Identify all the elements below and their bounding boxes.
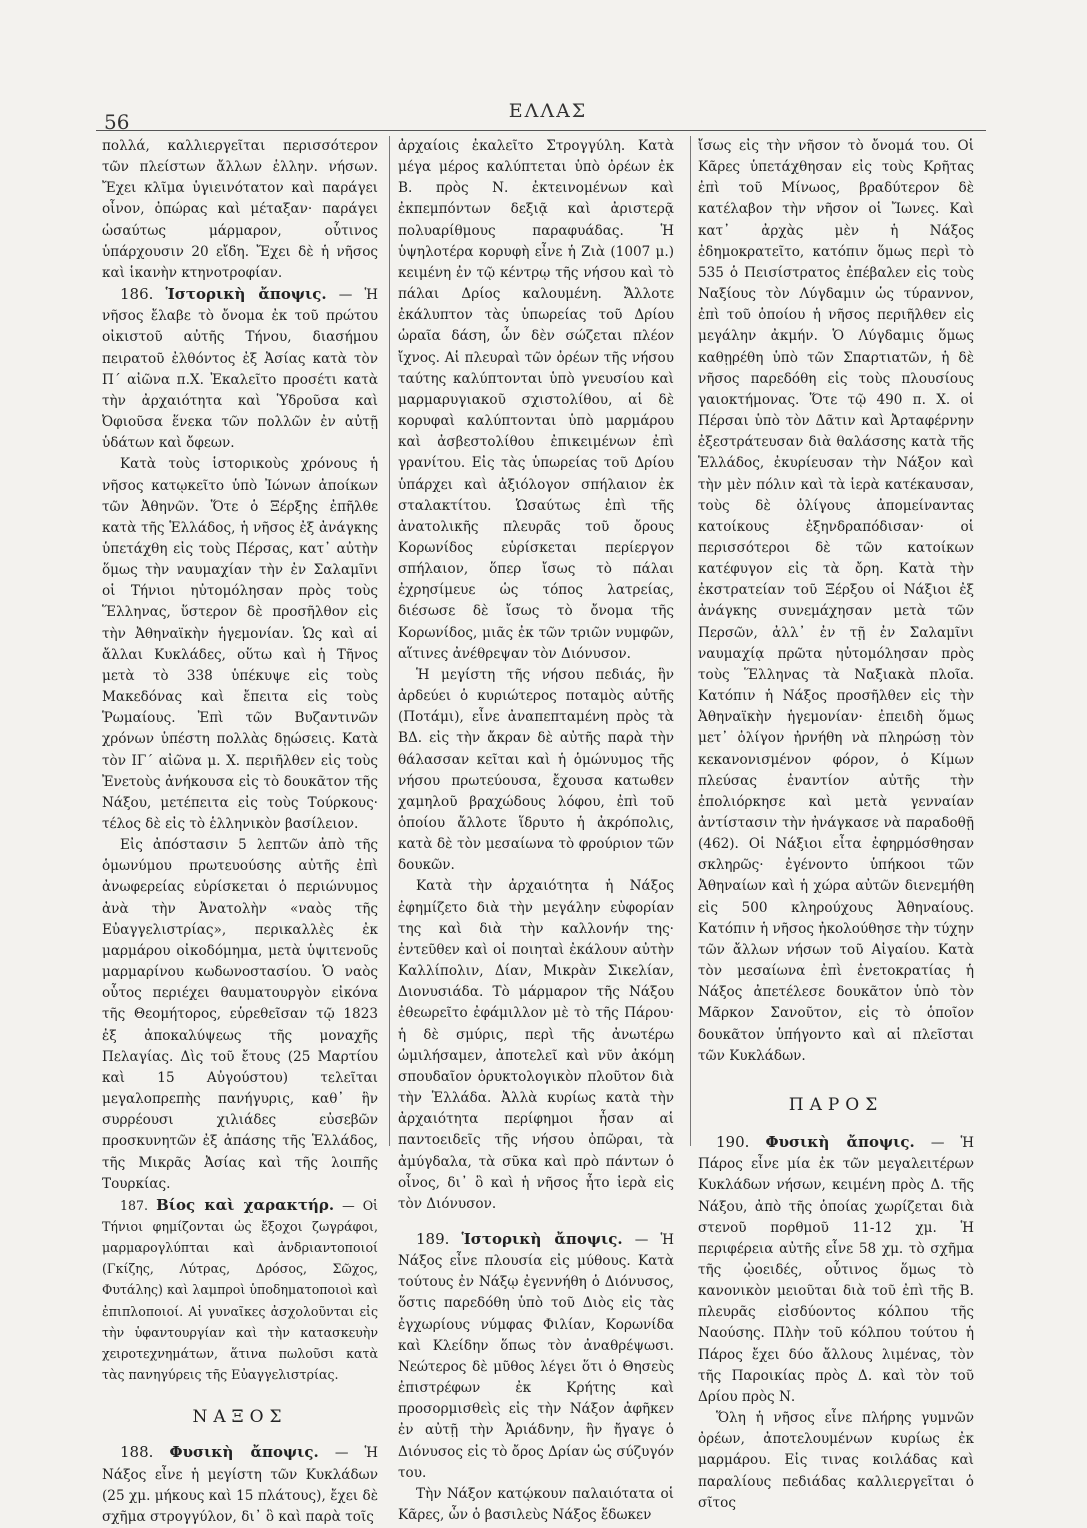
paragraph: ἀρχαίοις ἐκαλεῖτο Στρογγύλη. Κατὰ μέγα μέρος καλύπτεται ὑπὸ ὀρέων ἐκ Β. πρὸς Ν. ἐκτεινομένων καὶ ἐκπεμπόντων δεξιᾷ καὶ ἀριστερᾷ πολυαρίθμους παραφυάδας. Ἡ ὑψηλοτέρα κορυφὴ εἶνε ἡ Ζιὰ (1007 μ.) κειμένη ἐν τῷ κέντρῳ τῆς νήσου καὶ τὸ πάλαι Δρίος καλουμένη. Ἄλλοτε ἐκάλυπτον τὰς ὑπωρείας τοῦ Δρίου ὡραῖα δάση, ὧν δὲν σώζεται πλέον ἴχνος. Αἱ πλευραὶ τῶν ὀρέων τῆς νήσου ταύτης καλύπτονται ὑπὸ γνευσίου καὶ μαρμαρυγιακοῦ σχιστολίθου, αἱ δὲ κορυφαὶ καλύπτονται ὑπὸ μαρμάρου καὶ ἀσβεστολίθου ἐπικειμένων ἐπὶ γρανίτου. Εἰς τὰς ὑπωρείας τοῦ Δρίου ὑπάρχει καὶ ἀξιόλογον σπήλαιον ἐκ σταλακτίτου. Ὡσαύτως ἐπὶ τῆς ἀνατολικῆς πλευρᾶς τοῦ ὄρους Κορωνίδος εὑρίσκεται περίεργον σπήλαιον, ὅπερ ἴσως τὸ πάλαι ἐχρησίμευε ὡς τόπος λατρείας, διέσωσε δὲ ἴσως τὸ ὄνομα τῆς Κορωνίδος, μιᾶς ἐκ τῶν τριῶν νυμφῶν, αἵτινες ἀνέθρεψαν τὸν Διόνυσον.: [398, 138, 674, 662]
section-number: 190.: [716, 1133, 750, 1152]
section-text: — Ἡ Πάρος εἶνε μία ἐκ τῶν μεγαλειτέρων Κυκλάδων νήσων, κειμένη πρὸς Δ. τῆς Νάξου, ἀπὸ τῆς ὁποίας χωρίζεται διὰ στενοῦ πορθμοῦ 11-12 χμ. Ἡ περιφέρεια αὐτῆς εἶνε 58 χμ. τὸ σχῆμα τῆς ᾠοειδές, οὗτινος ὅμως τὸ κανονικὸν μειοῦται διὰ τοῦ ἐπὶ τῆς Β. πλευρᾶς εἰσδύοντος κόλπου τῆς Ναούσης. Πλὴν τοῦ κόλπου τούτου ἡ Πάρος ἔχει δύο ἄλλους λιμένας, τὸν τῆς Παροικίας πρὸς Δ. καὶ τὸν τοῦ Δρίου πρὸς Ν.: [698, 1135, 975, 1405]
paragraph: Τὴν Νάξον κατῴκουν παλαιότατα οἱ Κᾶρες, ὧν ὁ βασιλεὺς Νάξος ἔδωκεν: [398, 1485, 674, 1523]
section-text: — Ἡ νῆσος ἔλαβε τὸ ὄνομα ἐκ τοῦ πρώτου οἰκιστοῦ αὐτῆς Τήνου, διασήμου πειρατοῦ ἐλθόντος ἐξ Ἀσίας κατὰ τὸν Π΄ αἰῶνα π.Χ. Ἐκαλεῖτο προσέτι κατὰ τὴν ἀρχαιότητα καὶ Ὑδροῦσα καὶ Ὀφιοῦσα ἕνεκα τῶν πολλῶν ἐν αὐτῇ ὑδάτων καὶ ὄφεων.: [102, 287, 378, 452]
text-column-1: [102, 136, 379, 1525]
section-190: [698, 1132, 974, 1408]
paragraph: Κατὰ τοὺς ἱστορικοὺς χρόνους ἡ νῆσος κατῳκεῖτο ὑπὸ Ἰώνων ἀποίκων τῶν Ἀθηνῶν. Ὅτε ὁ Ξέρξης ἐπῆλθε κατὰ τῆς Ἑλλάδος, ἡ νῆσος ἐξ ἀνάγκης ὑπετάχθη εἰς τοὺς Πέρσας, κατ᾽ αὐτὴν ὅμως τὴν ναυμαχίαν τὴν ἐν Σαλαμῖνι οἱ Τήνιοι ηὐτομόλησαν πρὸς τοὺς Ἕλληνας, ὕστερον δὲ προσῆλθον εἰς τὴν Ἀθηναϊκὴν ἡγεμονίαν. Ὡς καὶ αἱ ἄλλαι Κυκλάδες, οὕτω καὶ ἡ Τῆνος μετὰ τὸ 338 ὑπέκυψε εἰς τοὺς Μακεδόνας καὶ ἔπειτα εἰς τοὺς Ῥωμαίους. Ἐπὶ τῶν Βυζαντινῶν χρόνων ὑπέστη πολλὰς δῃώσεις. Κατὰ τὸν ΙΓ΄ αἰῶνα μ. Χ. περιῆλθεν εἰς τοὺς Ἐνετοὺς ἀνήκουσα εἰς τὸ δουκᾶτον τῆς Νάξου, μετέπειτα εἰς τοὺς Τούρκους· τέλος δὲ εἰς τὸ ἑλληνικὸν βασίλειον.: [102, 456, 378, 832]
section-186: [102, 284, 378, 454]
column-divider: [389, 136, 390, 1146]
text-column-3: [698, 136, 975, 1511]
section-heading: Ἱστορικὴ ἄποψις.: [461, 1229, 623, 1248]
section-189: [398, 1229, 674, 1484]
header-rule: [96, 130, 986, 131]
section-number: 188.: [120, 1443, 154, 1462]
section-heading: Φυσικὴ ἄποψις.: [765, 1133, 915, 1152]
running-title: ΕΛΛΑΣ: [508, 100, 588, 122]
paragraph: Ἡ μεγίστη τῆς νήσου πεδιάς, ἣν ἀρδεύει ὁ κυριώτερος ποταμὸς αὐτῆς (Ποτάμι), εἶνε ἀναπεπταμένη πρὸς τὰ ΒΔ. εἰς τὴν ἄκραν δὲ αὐτῆς παρὰ τὴν θάλασσαν κεῖται καὶ ἡ ὁμώνυμος τῆς νήσου πρωτεύουσα, ἔχουσα κατωθεν χαμηλοῦ βραχώδους λόφου, ἐπὶ τοῦ ὁποίου ἄλλοτε ἵδρυτο ἡ ἀκρόπολις, κατὰ δὲ τὸν μεσαίωνα τὸ φρούριον τῶν δουκῶν.: [398, 666, 674, 874]
paragraph: Εἰς ἀπόστασιν 5 λεπτῶν ἀπὸ τῆς ὁμωνύμου πρωτευούσης αὐτῆς ἐπὶ ἀνωφερείας εὑρίσκεται ὁ περιώνυμος ἀνὰ τὴν Ἀνατολὴν «ναὸς τῆς Εὐαγγελιστρίας», περικαλλὲς ἐκ μαρμάρου οἰκοδόμημα, μετὰ ὑψιτενοῦς μαρμαρίνου κωδωνοστασίου. Ὁ ναὸς οὗτος περιέχει θαυματουργὸν εἰκόνα τῆς Θεομήτορος, εὑρεθεῖσαν τῷ 1823 ἐξ ἀποκαλύψεως τῆς μοναχῆς Πελαγίας. Δὶς τοῦ ἔτους (25 Μαρτίου καὶ 15 Αὐγούστου) τελεῖται μεγαλοπρεπὴς πανήγυρις, καθ᾽ ἣν συρρέουσι χιλιάδες εὐσεβῶν προσκυνητῶν ἐξ ἁπάσης τῆς Ἑλλάδος, τῆς Μικρᾶς Ἀσίας καὶ τῆς λοιπῆς Τουρκίας.: [102, 837, 378, 1192]
section-187: [102, 1195, 378, 1385]
paragraph: ἴσως εἰς τὴν νῆσον τὸ ὄνομά του. Οἱ Κᾶρες ὑπετάχθησαν εἰς τοὺς Κρῆτας ἐπὶ τοῦ Μίνωος, βραδύτερον δὲ κατέλαβον τὴν νῆσον οἱ Ἴωνες. Καὶ κατ᾽ ἀρχὰς μὲν ἡ Νάξος ἐδημοκρατεῖτο, κατόπιν ὅμως περὶ τὸ 535 ὁ Πεισίστρατος ἐπέβαλεν εἰς τοὺς Ναξίους τὸν Λύγδαμιν ὡς τύραννον, ἐπὶ τοῦ ὁποίου ἡ νῆσος περιῆλθεν εἰς μεγάλην ἀκμήν. Ὁ Λύγδαμις ὅμως καθῃρέθη ὑπὸ τῶν Σπαρτιατῶν, ἡ δὲ νῆσος παρεδόθη εἰς τοὺς πλουσίους γαιοκτήμονας. Ὅτε τῷ 490 π. Χ. οἱ Πέρσαι ὑπὸ τὸν Δᾶτιν καὶ Ἀρταφέρνην ἐξεστράτευσαν διὰ θαλάσσης κατὰ τῆς Ἑλλάδος, ἐκυρίευσαν τὴν Νάξον καὶ τὴν μὲν πόλιν καὶ τὰ ἱερὰ κατέκαυσαν, τοὺς δὲ ὀλίγους ἀπομείναντας κατοίκους ἐξηνδραπόδισαν· οἱ περισσότεροι δὲ τῶν κατοίκων κατέφυγον εἰς τὰ ὄρη. Κατὰ τὴν ἐκστρατείαν τοῦ Ξέρξου οἱ Νάξιοι ἐξ ἀνάγκης συνεμάχησαν μετὰ τῶν Περσῶν, ἀλλ᾽ ἐν τῇ ἐν Σαλαμῖνι ναυμαχίᾳ πρῶτα ηὐτομόλησαν πρὸς τοὺς Ἕλληνας τὰ Ναξιακὰ πλοῖα. Κατόπιν ἡ Νάξος προσῆλθεν εἰς τὴν Ἀθηναϊκὴν ἡγεμονίαν· ἐπειδὴ ὅμως μετ᾽ ὀλίγον ἠρνήθη νὰ πληρώσῃ τὸν κεκανονισμένον φόρον, ὁ Κίμων πλεύσας ἐναντίον αὐτῆς τὴν ἐπολιόρκησε καὶ μετὰ γενναίαν ἀντίστασιν τὴν ἠνάγκασε νὰ παραδοθῇ (462). Οἱ Νάξιοι εἶτα ἐφηρμόσθησαν σκληρῶς· ἐγένοντο ὑπήκοοι τῶν Ἀθηναίων καὶ ἡ χώρα αὐτῶν διενεμήθη εἰς 500 κληρούχους Ἀθηναίους. Κατόπιν ἡ νῆσος ἠκολούθησε τὴν τύχην τῶν ἄλλων νήσων τοῦ Αἰγαίου. Κατὰ τὸν μεσαίωνα ἐπὶ ἐνετοκρατίας ἡ Νάξος ἀπετέλεσε δουκᾶτον ὑπὸ τὸν Μᾶρκον Σανοῦτον, εἰς τὸ ὁποῖον δουκᾶτον ὑπήγοντο καὶ αἱ πλεῖσται τῶν Κυκλάδων.: [698, 138, 974, 1064]
section-heading: Βίος καὶ χαρακτήρ.: [156, 1195, 335, 1214]
section-number: 189.: [416, 1229, 450, 1248]
page-number: 56: [104, 110, 130, 134]
section-number: 187.: [120, 1197, 149, 1213]
section-number: 186.: [120, 285, 154, 304]
text-column-2: [398, 136, 674, 1523]
section-text: — Ἡ Νάξος εἶνε πλουσία εἰς μύθους. Κατὰ τούτους ἐν Νάξῳ ἐγεννήθη ὁ Διόνυσος, ὅστις παρεδόθη ὑπὸ τοῦ Διὸς εἰς τὰς ἐγχωρίους νύμφας Φιλίαν, Κορωνίδα καὶ Κλείδην ὅπως τὸν ἀναθρέψωσι. Νεώτερος δὲ μῦθος λέγει ὅτι ὁ Θησεὺς ἐπιστρέφων ἐκ Κρήτης καὶ προσορμισθεὶς εἰς τὴν Νάξον ἀφῆκεν ἐν αὐτῇ τὴν Ἀριάδνην, ἣν ἤγαγε ὁ Διόνυσος εἰς τὸ ὄρος Δρίαν ὡς σύζυγόν του.: [398, 1231, 674, 1481]
column-divider: [690, 136, 691, 1146]
paragraph: πολλά, καλλιεργεῖται περισσότερον τῶν πλείστων ἄλλων ἑλλην. νήσων. Ἔχει κλῖμα ὑγιεινότατον καὶ παράγει οἶνον, ὀπώρας καὶ μέταξαν· παράγει ὡσαύτως μάρμαρον, οὗτινος ὑπάρχουσιν 20 εἴδη. Ἔχει δὲ ἡ νῆσος καὶ ἱκανὴν κτηνοτροφίαν.: [102, 138, 378, 281]
region-title-naxos: ΝΑΞΟΣ: [192, 1407, 288, 1428]
section-heading: Φυσικὴ ἄποψις.: [169, 1443, 319, 1462]
section-text: — Οἱ Τήνιοι φημίζονται ὡς ἔξοχοι ζωγράφοι, μαρμαρογλύπται καὶ ἀνδριαντοποιοί (Γκίζης, Λύτρας, Δρόσος, Σῶχος, Φυτάλης) καὶ λαμπροὶ ὑποδηματοποιοὶ καὶ ἐπιπλοποιοί. Αἱ γυναῖκες ἀσχολοῦνται εἰς τὴν ὑφαντουργίαν καὶ τὴν κατασκευὴν χειροτεχνημάτων, ἅτινα πωλοῦσι κατὰ τὰς πανηγύρεις τῆς Εὐαγγελιστρίας.: [102, 1197, 378, 1383]
section-text: — Ἡ Νάξος εἶνε ἡ μεγίστη τῶν Κυκλάδων (25 χμ. μήκους καὶ 15 πλάτους), ἔχει δὲ σχῆμα στρογγύλον, δι᾽ ὃ καὶ παρὰ τοῖς: [102, 1445, 379, 1525]
section-heading: Ἱστορικὴ ἄποψις.: [165, 285, 327, 304]
region-title-paros: ΠΑΡΟΣ: [788, 1094, 884, 1115]
spacer: [398, 1215, 674, 1229]
section-188: [102, 1442, 378, 1528]
paragraph: Ὅλη ἡ νῆσος εἶνε πλήρης γυμνῶν ὀρέων, ἀποτελουμένων κυρίως ἐκ μαρμάρου. Εἰς τινας κοιλάδας καὶ παραλίους πεδιάδας καλλιεργεῖται ὁ σῖτος: [698, 1410, 974, 1511]
paragraph: Κατὰ τὴν ἀρχαιότητα ἡ Νάξος ἐφημίζετο διὰ τὴν μεγάλην εὐφορίαν της καὶ διὰ τὴν καλλονήν της· ἐντεῦθεν καὶ οἱ ποιηταὶ ἐκάλουν αὐτὴν Καλλίπολιν, Δίαν, Μικρὰν Σικελίαν, Διονυσιάδα. Τὸ μάρμαρον τῆς Νάξου ἐθεωρεῖτο ἐφάμιλλον μὲ τὸ τῆς Πάρου· ἡ δὲ σμύρις, περὶ τῆς ἀνωτέρω ὡμιλήσαμεν, ἀποτελεῖ καὶ νῦν ἀκόμη σπουδαῖον ὀρυκτολογικὸν πλοῦτον διὰ τὴν Ἑλλάδα. Ἀλλὰ κυρίως κατὰ τὴν ἀρχαιότητα περίφημοι ἦσαν αἱ παντοειδεῖς τῆς νήσου ὀπῶραι, τὰ ἀμύγδαλα, τὰ σῦκα καὶ πρὸ πάντων ὁ οἶνος, δι᾽ ὃ καὶ ἡ νῆσος ἦτο ἱερὰ εἰς τὸν Διόνυσον.: [398, 878, 674, 1212]
